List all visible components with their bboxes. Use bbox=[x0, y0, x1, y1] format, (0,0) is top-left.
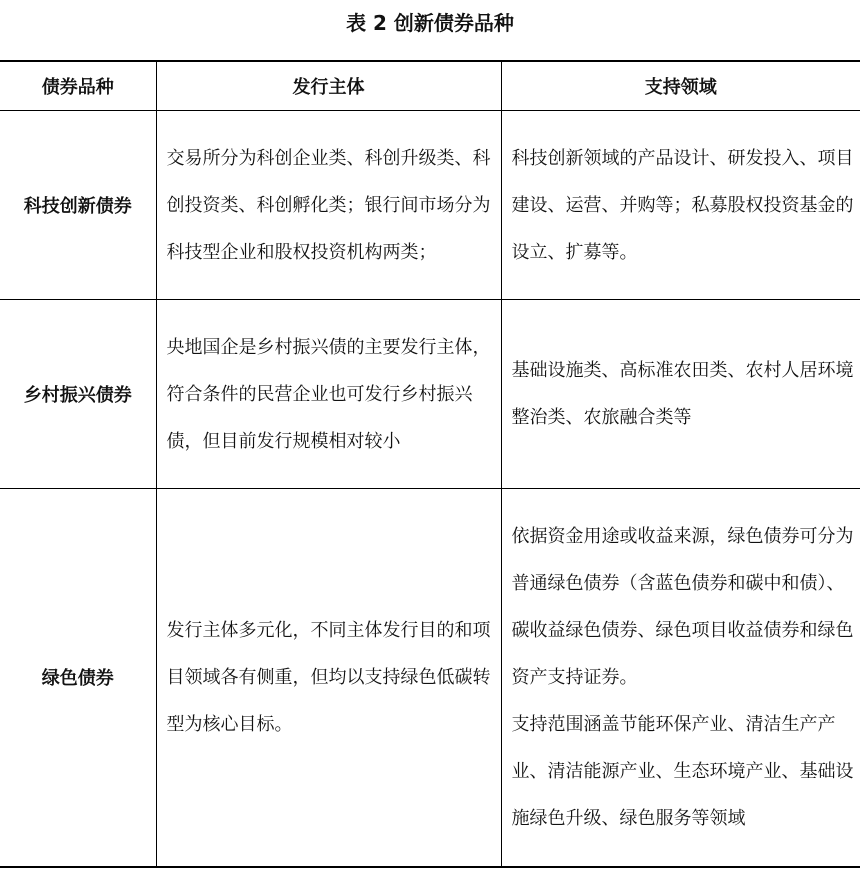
table-row bbox=[0, 111, 860, 300]
bond-name: 乡村振兴债券 bbox=[0, 300, 156, 489]
fields-cell bbox=[501, 489, 860, 867]
fields-cell bbox=[501, 300, 860, 489]
fields-paragraph: 科技创新领域的产品设计、研发投入、项目建设、运营、并购等；私募股权投资基金的设立、扩募等。 bbox=[511, 147, 854, 263]
table-title: 表 2 创新债券品种 bbox=[346, 11, 514, 35]
header-issuer: 发行主体 bbox=[156, 61, 501, 111]
bond-name: 科技创新债券 bbox=[0, 111, 156, 300]
fields-paragraph: 依据资金用途或收益来源，绿色债券可分为普通绿色债券（含蓝色债券和碳中和债）、碳收益绿色债券、绿色项目收益债券和绿色资产支持证券。 bbox=[511, 525, 854, 688]
bond-types-table bbox=[0, 60, 860, 868]
table-row bbox=[0, 300, 860, 489]
issuer-cell: 央地国企是乡村振兴债的主要发行主体，符合条件的民营企业也可发行乡村振兴债，但目前发行规模相对较小 bbox=[156, 300, 501, 489]
issuer-cell: 交易所分为科创企业类、科创升级类、科创投资类、科创孵化类；银行间市场分为科技型企业和股权投资机构两类； bbox=[156, 111, 501, 300]
header-bond-type: 债券品种 bbox=[0, 61, 156, 111]
fields-cell bbox=[501, 111, 860, 300]
table-row bbox=[0, 489, 860, 867]
table-header-row bbox=[0, 61, 860, 111]
fields-paragraph: 支持范围涵盖节能环保产业、清洁生产产业、清洁能源产业、生态环境产业、基础设施绿色升级、绿色服务等领域 bbox=[511, 713, 854, 829]
header-supported-fields: 支持领域 bbox=[501, 61, 860, 111]
issuer-cell: 发行主体多元化，不同主体发行目的和项目领域各有侧重，但均以支持绿色低碳转型为核心目标。 bbox=[156, 489, 501, 867]
fields-paragraph: 基础设施类、高标准农田类、农村人居环境整治类、农旅融合类等 bbox=[511, 360, 854, 428]
bond-name: 绿色债券 bbox=[0, 489, 156, 867]
